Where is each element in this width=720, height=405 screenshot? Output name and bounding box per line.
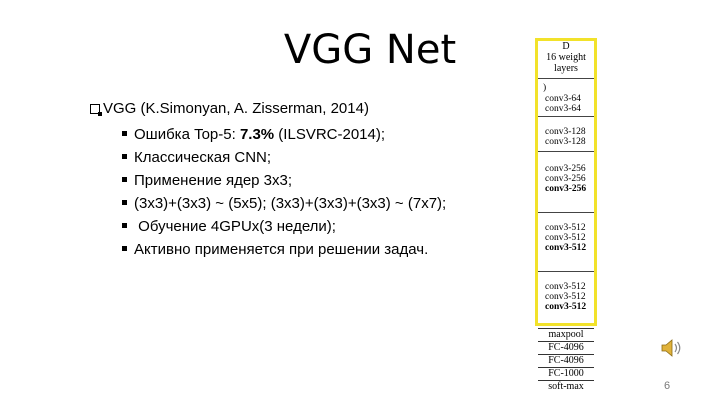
speaker-icon[interactable] bbox=[660, 338, 684, 358]
page-title: VGG Net bbox=[283, 27, 457, 73]
layer-row: conv3-512 bbox=[545, 243, 587, 253]
list-item bbox=[122, 123, 446, 146]
square-bullet-icon bbox=[122, 154, 127, 159]
square-bullet-icon bbox=[122, 131, 127, 136]
layer-row: conv3-256 bbox=[545, 184, 587, 194]
layer-row: conv3-256 bbox=[545, 174, 586, 184]
layer-row: conv3-512 bbox=[545, 302, 587, 312]
divider bbox=[538, 212, 594, 213]
page-number: 6 bbox=[664, 380, 671, 392]
list-item-bold: 7.3% bbox=[239, 126, 275, 143]
square-bullet-icon bbox=[122, 246, 127, 251]
paren-mark: ) bbox=[543, 83, 547, 93]
list-item bbox=[122, 146, 446, 169]
square-bullet-icon bbox=[122, 177, 127, 182]
layer-row: conv3-64 bbox=[545, 104, 581, 114]
layer-row: conv3-512 bbox=[545, 292, 586, 302]
list-item-suffix: (ILSVRC-2014); bbox=[274, 126, 386, 143]
tail-row: FC-1000 bbox=[538, 367, 594, 380]
list-item-text: Активно применяется при решении задач. bbox=[134, 241, 429, 258]
divider bbox=[538, 78, 594, 79]
list-item-text: Применение ядер 3х3; bbox=[134, 172, 293, 189]
header-line: layers bbox=[554, 63, 578, 74]
layer-row: conv3-128 bbox=[545, 137, 586, 147]
divider bbox=[538, 271, 594, 272]
header-line: 16 weight bbox=[546, 52, 586, 63]
tail-row: soft-max bbox=[538, 380, 594, 393]
list-item-text: Ошибка Top-5: bbox=[134, 126, 240, 143]
list-item-text: (3х3)+(3х3) ~ (5х5); (3х3)+(3х3)+(3х3) ~ (7х7); bbox=[134, 195, 447, 212]
tail-row: FC-4096 bbox=[538, 354, 594, 367]
divider bbox=[538, 151, 594, 152]
vgg-architecture-table bbox=[535, 38, 597, 398]
checkbox-bullet-icon bbox=[90, 104, 100, 114]
sub-bullet-list bbox=[122, 123, 446, 261]
square-bullet-icon bbox=[122, 200, 127, 205]
main-bullet bbox=[90, 99, 369, 118]
layer-row: conv3-512 bbox=[545, 233, 586, 243]
divider bbox=[538, 116, 594, 117]
list-item bbox=[122, 192, 446, 215]
tail-row: FC-4096 bbox=[538, 341, 594, 354]
layer-row: conv3-512 bbox=[545, 223, 586, 233]
square-bullet-icon bbox=[122, 223, 127, 228]
list-item bbox=[122, 215, 446, 238]
list-item-text: Обучение 4GPUx(3 недели); bbox=[134, 218, 336, 235]
list-item-text: Классическая CNN; bbox=[134, 149, 272, 166]
tail-row: maxpool bbox=[538, 328, 594, 341]
layer-row: conv3-256 bbox=[545, 164, 586, 174]
header-line: D bbox=[562, 41, 570, 52]
layer-row: conv3-512 bbox=[545, 282, 586, 292]
main-bullet-text: VGG (K.Simonyan, A. Zisserman, 2014) bbox=[103, 100, 369, 117]
layer-row: conv3-128 bbox=[545, 127, 586, 137]
layer-row: conv3-64 bbox=[545, 94, 581, 104]
list-item bbox=[122, 238, 446, 261]
list-item bbox=[122, 169, 446, 192]
table-header bbox=[538, 41, 594, 74]
